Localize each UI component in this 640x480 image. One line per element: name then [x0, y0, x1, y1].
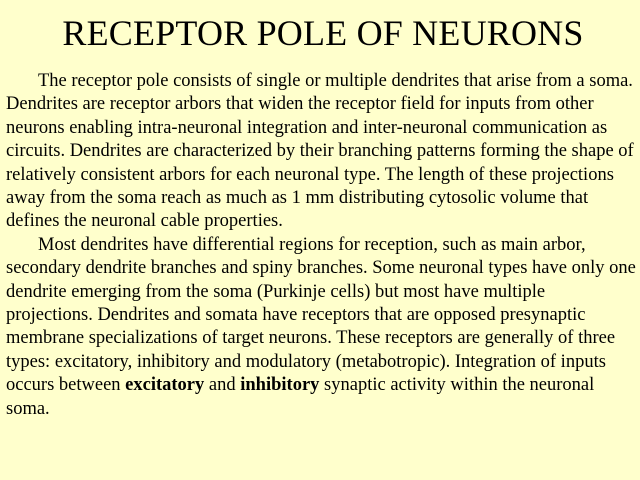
paragraph-2-text-c: synaptic activity within the neuronal soma.	[6, 375, 595, 419]
bold-term-excitatory: excitatory	[125, 375, 205, 396]
slide-title: RECEPTOR POLE OF NEURONS	[62, 13, 584, 53]
bold-term-inhibitory: inhibitory	[240, 375, 320, 396]
paragraph-2-text-a: Most dendrites have differential regions for reception, such as main arbor, secondary dendrite branches and spiny branches. Some neuronal types have only one dendrite emerging from the soma (Purkinje cells) but most have multiple projections. Dendrites and somata have receptors that are opposed presynaptic membrane specializations of target neurons. These receptors are generally of three types: excitatory, inhibitory and modulatory (metabotropic). Integration of inputs occurs between	[6, 234, 636, 396]
paragraph-1: The receptor pole consists of single or multiple dendrites that arise from a soma. Dendrites are receptor arbors that widen the receptor field for inputs from other neurons enabling intra-neuronal integration and inter-neuronal communication as circuits. Dendrites are characterized by their branching patterns forming the shape of relatively consistent arbors for each neuronal type. The length of these projections away from the soma reach as much as 1 mm distributing cytosolic volume that defines the neuronal cable properties.	[6, 71, 634, 232]
paragraph-2	[6, 234, 636, 421]
slide-body	[6, 70, 636, 421]
paragraph-2-text-b: and	[204, 375, 241, 396]
